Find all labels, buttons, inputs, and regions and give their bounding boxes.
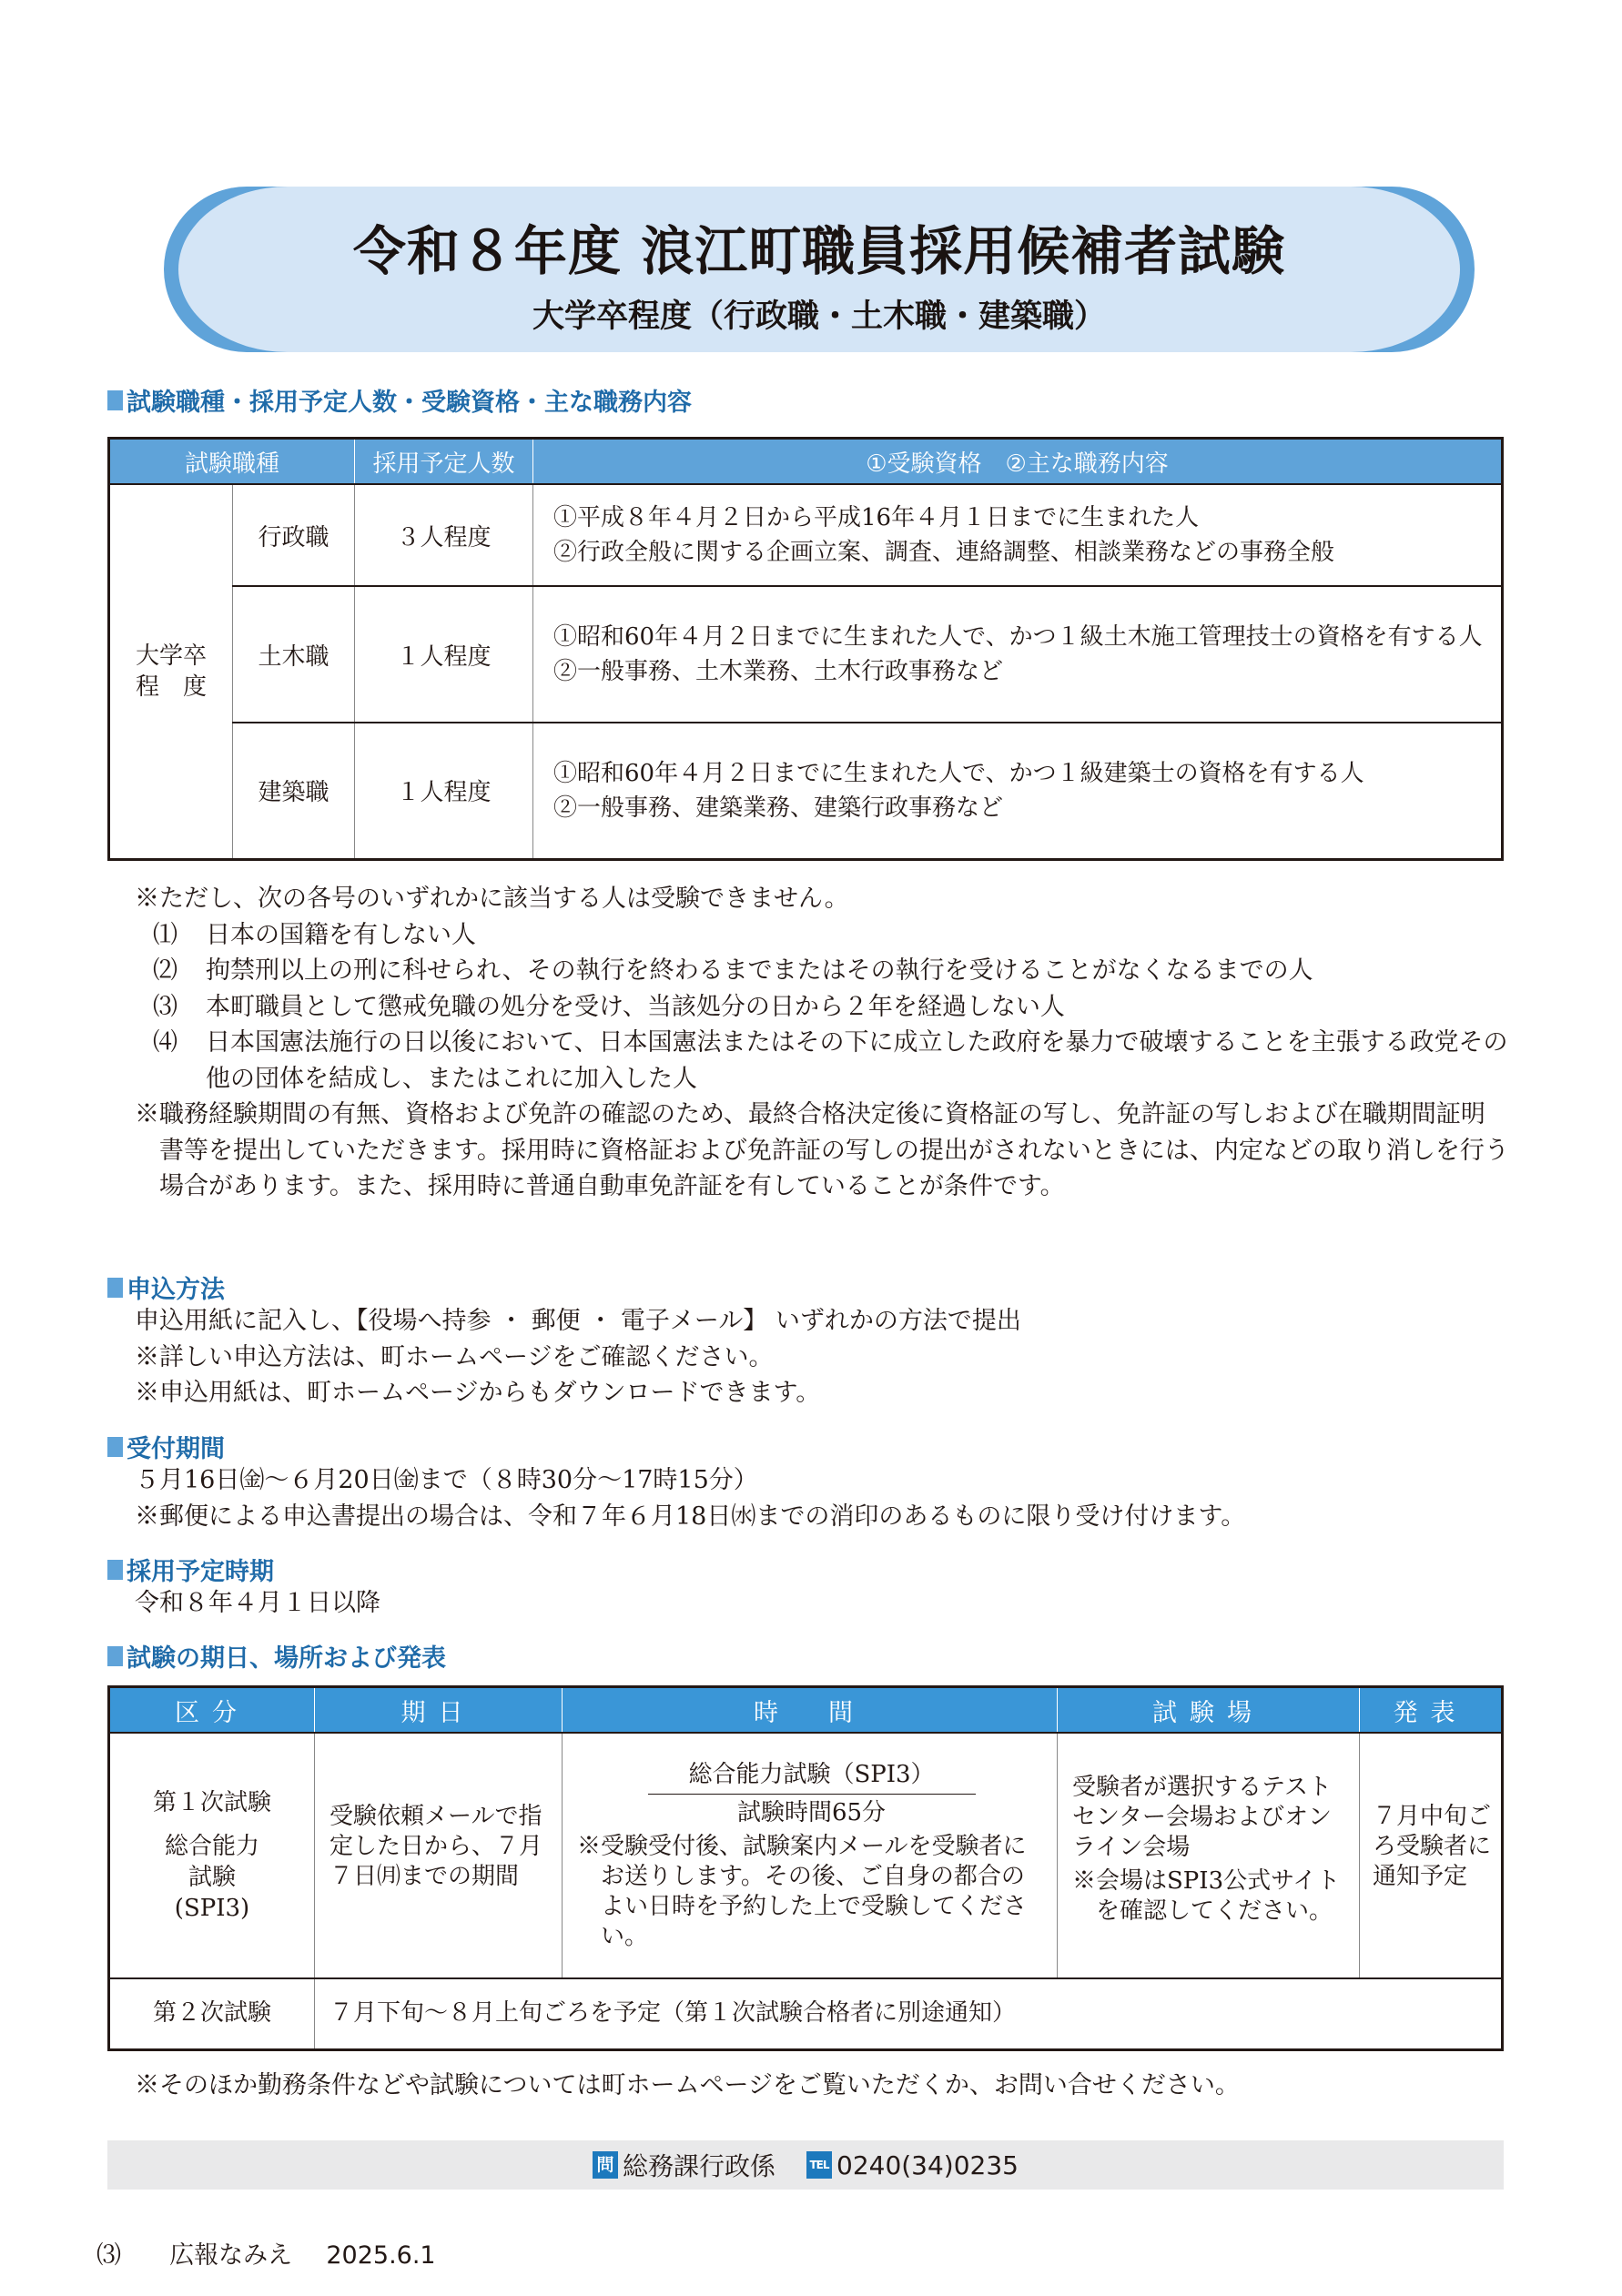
publication-name: 広報なみえ (169, 2241, 293, 2270)
period-line: ※郵便による申込書提出の場合は、令和７年６月18日㈬までの消印のあるものに限り受け付けます。 (135, 1502, 1246, 1531)
exam-venue-note: ※会場はSPI3公式サイトを確認してください。 (1072, 1866, 1341, 1925)
note-text: 日本の国籍を有しない人 (206, 920, 476, 949)
first-exam-date: 受験依頼メールで指定した日から、７月７日㈪までの期間 (329, 1802, 543, 1890)
count-cell: ３人程度 (355, 484, 533, 586)
divider (648, 1794, 976, 1795)
square-bullet-icon (107, 1646, 123, 1666)
section-heading-text: 申込方法 (127, 1276, 225, 1304)
positions-table (107, 437, 1504, 861)
table-header-row (109, 1687, 1503, 1734)
apply-line: ※申込用紙は、町ホームページからもダウンロードできます。 (135, 1379, 821, 1407)
header-count: 採用予定人数 (355, 439, 533, 485)
hire-body (135, 1585, 380, 1622)
note-item (135, 989, 1509, 1026)
contact-bar (107, 2140, 1504, 2190)
table-row-first-exam (109, 1733, 1503, 1978)
requirements-cell (533, 586, 1503, 723)
requirements-cell (533, 484, 1503, 586)
table-row (109, 484, 1503, 586)
header-job-type: 試験職種 (109, 439, 355, 485)
job-cell: 土木職 (233, 586, 355, 723)
closing-note: ※そのほか勤務条件などや試験については町ホームページをご覧いただくか、お問い合せください。 (135, 2071, 1240, 2099)
requirement-eligibility: ①平成８年４月２日から平成16年４月１日までに生まれた人 (553, 504, 1200, 531)
page-number: ⑶ (96, 2241, 121, 2270)
requirement-eligibility: ①昭和60年４月２日までに生まれた人で、かつ１級建築士の資格を有する人 (553, 759, 1364, 787)
note-item (135, 917, 1509, 954)
section-heading-text: 採用予定時期 (127, 1558, 274, 1586)
first-exam-label-cell (109, 1733, 315, 1978)
exam-announcement: ７月中旬ごろ受験者に通知予定 (1373, 1802, 1492, 1890)
header-time: 時 間 (563, 1687, 1058, 1734)
square-bullet-icon (107, 390, 123, 410)
exam-time-note: ※受験受付後、試験案内メールを受験者にお送りします。その後、ご自身の都合のよい日時を予約した上で受験してください。 (577, 1832, 1028, 1950)
table-row (109, 586, 1503, 723)
second-exam-text: ７月下旬～８月上旬ごろを予定（第１次試験合格者に別途通知） (315, 1978, 1503, 2049)
page-subtitle: 大学卒程度（行政職・土木職・建築職） (532, 298, 1106, 335)
header-requirements: ①受験資格 ②主な職務内容 (533, 439, 1503, 485)
header-date: 期日 (315, 1687, 563, 1734)
inquiry-icon: 問 (593, 2151, 618, 2179)
group-label-line2: 程 度 (135, 673, 207, 701)
square-bullet-icon (107, 1278, 123, 1298)
table-header-row (109, 439, 1503, 485)
contact-phone: 0240(34)0235 (836, 2149, 1019, 2180)
first-exam-venue-cell (1058, 1733, 1360, 1978)
header-announcement: 発表 (1360, 1687, 1503, 1734)
schedule-table (107, 1685, 1504, 2051)
note-text: 日本国憲法施行の日以後において、日本国憲法またはその下に成立した政府を暴力で破壊することを主張する政党その他の団体を結成し、またはこれに加入した人 (206, 1028, 1508, 1093)
first-exam-date-cell (315, 1733, 563, 1978)
first-exam-sub-line: 総合能力 (164, 1833, 259, 1860)
publication-date: 2025.6.1 (326, 2241, 436, 2270)
note-item (135, 953, 1509, 989)
apply-line: ※詳しい申込方法は、町ホームページをご確認ください。 (135, 1342, 774, 1371)
first-exam-sub-line: (SPI3) (174, 1895, 250, 1922)
requirement-duties: ②一般事務、土木業務、土木行政事務など (553, 658, 1004, 685)
apply-line: 申込用紙に記入し、【役場へ持参 ・ 郵便 ・ 電子メール】 いずれかの方法で提出 (135, 1307, 1021, 1335)
page-footer (96, 2235, 436, 2271)
square-bullet-icon (107, 1437, 123, 1457)
exam-venue: 受験者が選択するテストセンター会場およびオンライン会場 (1072, 1773, 1332, 1861)
table-row-second-exam (109, 1978, 1503, 2049)
table-row (109, 723, 1503, 859)
note-text: 本町職員として懲戒免職の処分を受け、当該処分の日から２年を経過しない人 (206, 992, 1065, 1021)
section-heading-schedule (107, 1638, 446, 1674)
exam-type: 総合能力試験（SPI3） (688, 1760, 935, 1788)
second-exam-label: 第２次試験 (109, 1978, 315, 2049)
apply-body (135, 1303, 1021, 1411)
period-body (135, 1462, 1245, 1534)
contact-department: 総務課行政係 (622, 2151, 776, 2181)
header-category: 区分 (109, 1687, 315, 1734)
group-label-cell (109, 484, 233, 859)
first-exam-announce-cell (1360, 1733, 1503, 1978)
disqualification-notes (135, 881, 1509, 1205)
section-heading-text: 受付期間 (127, 1435, 225, 1463)
section-heading-text: 試験職種・採用予定人数・受験資格・主な職務内容 (127, 389, 692, 417)
group-label-line1: 大学卒 (135, 642, 207, 670)
count-cell: １人程度 (355, 723, 533, 859)
section-heading-hire (107, 1552, 274, 1587)
phone-icon: TEL (806, 2151, 832, 2179)
section-heading-text: 試験の期日、場所および発表 (127, 1644, 446, 1673)
requirements-cell (533, 723, 1503, 859)
exam-duration: 試験時間65分 (736, 1798, 887, 1826)
note-number: ⑵ (153, 956, 177, 985)
note-item (135, 1025, 1509, 1097)
job-cell: 建築職 (233, 723, 355, 859)
title-banner (178, 187, 1460, 352)
requirement-eligibility: ①昭和60年４月２日までに生まれた人で、かつ１級土木施工管理技士の資格を有する人 (553, 623, 1483, 651)
first-exam-label: 第１次試験 (152, 1789, 271, 1816)
section-heading-period (107, 1429, 225, 1464)
period-line: ５月16日㈮～６月20日㈮まで（８時30分～17時15分） (135, 1466, 758, 1494)
job-cell: 行政職 (233, 484, 355, 586)
count-cell: １人程度 (355, 586, 533, 723)
first-exam-sub-line: 試験 (188, 1864, 236, 1891)
requirement-duties: ②一般事務、建築業務、建築行政事務など (553, 794, 1004, 822)
header-venue: 試験場 (1058, 1687, 1360, 1734)
page-title: 令和８年度 浪江町職員採用候補者試験 (352, 220, 1286, 282)
square-bullet-icon (107, 1560, 123, 1580)
requirement-duties: ②行政全般に関する企画立案、調査、連絡調整、相談業務などの事務全般 (553, 539, 1335, 566)
note-number: ⑶ (153, 992, 177, 1021)
note-text: 拘禁刑以上の刑に科せられ、その執行を終わるまでまたはその執行を受けることがなくなるまでの人 (206, 956, 1313, 985)
license-note: ※職務経験期間の有無、資格および免許の確認のため、最終合格決定後に資格証の写し、免許証の写しおよび在職期間証明書等を提出していただきます。採用時に資格証および免許証の写しの提出がされないときには、内定などの取り消しを行う場合があります。また、採用時に普通自動車免許証を有していることが条件です。 (135, 1100, 1509, 1200)
first-exam-time-cell (563, 1733, 1058, 1978)
note-number: ⑷ (153, 1028, 177, 1057)
section-heading-positions (107, 382, 692, 418)
hire-date: 令和８年４月１日以降 (135, 1589, 380, 1617)
section-heading-apply (107, 1269, 225, 1305)
notes-intro: ※ただし、次の各号のいずれかに該当する人は受験できません。 (135, 885, 849, 913)
note-number: ⑴ (153, 920, 177, 949)
